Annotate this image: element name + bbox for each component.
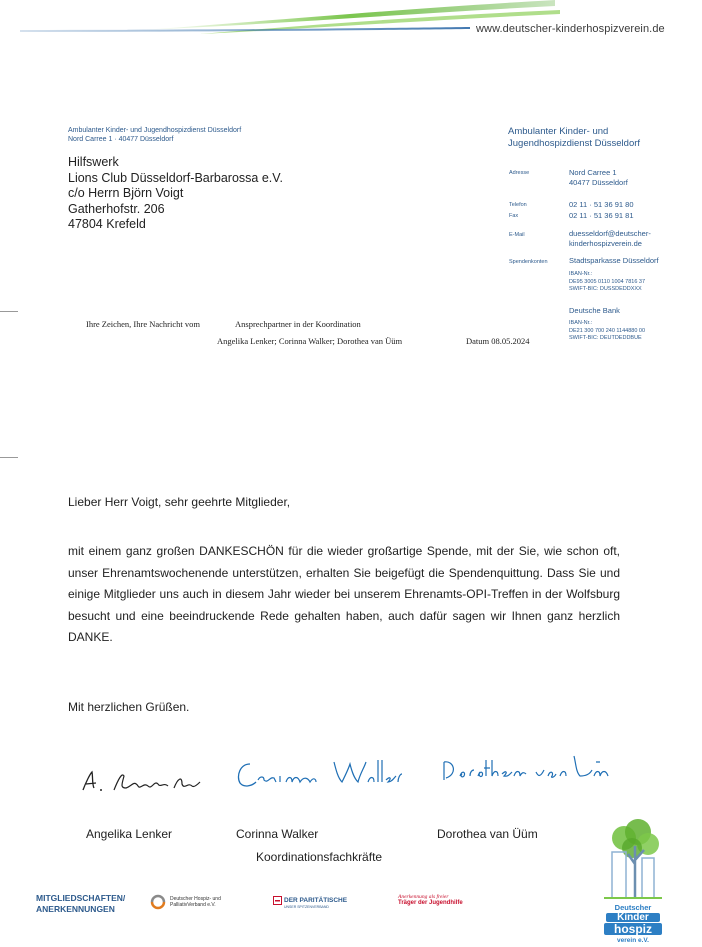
kinderhospiz-logo: Deutscher Kinder hospiz verein e.V. [602, 818, 664, 942]
address-label: Adresse [509, 170, 530, 176]
contact-label: Ansprechpartner in der Koordination [235, 319, 361, 329]
jugendhilfe-badge: Anerkennung als freier Träger der Jugendhilfe [398, 894, 463, 906]
dhpv-logo: Deutscher Hospiz- und PalliativVerband e.V. [149, 893, 221, 911]
salutation: Lieber Herr Voigt, sehr geehrte Mitglieder, [68, 495, 291, 509]
recipient-line: Lions Club Düsseldorf-Barbarossa e.V. [68, 170, 283, 185]
recipient-line: c/o Herrn Björn Voigt [68, 186, 184, 200]
signer-name: Angelika Lenker [86, 827, 173, 841]
bank1-name: Stadtsparkasse Düsseldorf [569, 256, 659, 265]
bank-accounts-label: Spendenkonten [509, 259, 548, 265]
sender-line-1: Ambulanter Kinder- und Jugendhospizdienst Düsseldorf [68, 127, 242, 134]
bank2-name: Deutsche Bank [569, 306, 620, 315]
letter-date: Datum 08.05.2024 [466, 336, 530, 346]
fold-mark [0, 457, 18, 458]
signer-name: Corinna Walker [236, 827, 319, 841]
address-value: Nord Carree 1 40477 Düsseldorf [569, 168, 628, 187]
org-title: Ambulanter Kinder- und Jugendhospizdienst Düsseldorf [508, 126, 641, 149]
closing: Mit herzlichen Grüßen. [68, 700, 190, 714]
fold-mark [0, 311, 18, 312]
your-reference-label: Ihre Zeichen, Ihre Nachricht vom [86, 319, 200, 329]
signature-van-ueuem [440, 750, 610, 788]
email-value[interactable]: duesseldorf@deutscher- kinderhospizverein.de [569, 229, 651, 248]
memberships-heading: MITGLIEDSCHAFTEN/ ANERKENNUNGEN [36, 893, 126, 914]
recipient-line: 47804 Krefeld [68, 217, 146, 231]
dhpv-logo-icon [149, 893, 167, 911]
fax-label: Fax [509, 213, 519, 219]
sender-line-2: Nord Carree 1 · 40477 Düsseldorf [68, 136, 174, 143]
recipient-line: Gatherhofstr. 206 [68, 201, 165, 216]
sender-return-address [68, 126, 241, 144]
email-label: E-Mail [509, 232, 525, 238]
signature-lenker [78, 762, 203, 798]
fax-value: 02 11 · 51 36 91 81 [569, 211, 634, 220]
signature-walker [234, 756, 404, 792]
signer-name: Dorothea van Üüm [437, 827, 538, 841]
paritaet-logo-icon [273, 896, 282, 905]
contact-names: Angelika Lenker; Corinna Walker; Dorothea van Üüm [217, 336, 403, 346]
website-url[interactable]: www.deutscher-kinderhospizverein.de [476, 23, 665, 35]
letter-body: mit einem ganz großen DANKESCHÖN für die wieder großartige Spende, mit der Sie, wie schon oft, unser Ehrenamtswochenende unterstützen, erhalten Sie beigefügt die Spendenquittung. Dass Sie und einige Mitglieder uns auch in diesem Jahr wieder bei unserem Ehrenamts-OPI-Treffen in der Wolfsburg besucht und eine beeindruckende Rede gehalten haben, auch dafür sagen wir Ihnen ganz herzlich DANKE. [68, 544, 620, 644]
recipient-line: Hilfswerk [68, 155, 119, 169]
phone-value: 02 11 · 51 36 91 80 [569, 200, 634, 209]
tree-door-icon [602, 818, 664, 900]
paritaet-logo: DER PARITÄTISCHE UNSER SPITZENVERBAND [273, 896, 347, 909]
bank1-details: IBAN-Nr.: DE95 3005 0110 1004 7816 37 SWIFT-BIC: DUSSDEDDXXX [569, 271, 646, 292]
signer-role: Koordinationsfachkräfte [256, 850, 383, 864]
bank2-details: IBAN-Nr.: DE21 300 700 240 1144880 00 SWIFT-BIC: DEUTDEDDBUE [569, 320, 646, 341]
phone-label: Telefon [509, 202, 527, 208]
recipient-address [68, 155, 283, 233]
